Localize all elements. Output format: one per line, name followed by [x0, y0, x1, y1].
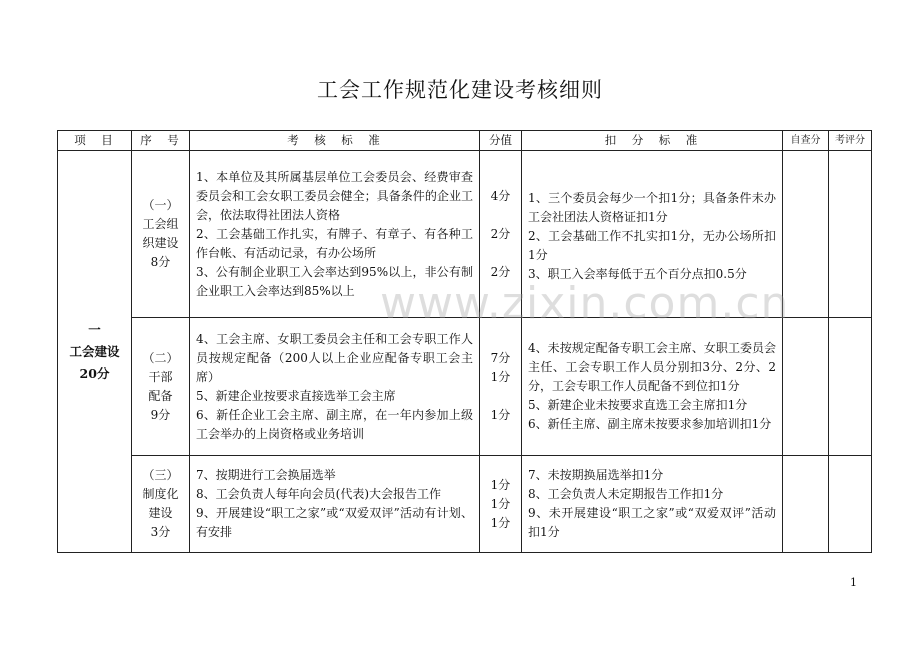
criteria-cell — [190, 456, 480, 553]
section-cell — [58, 151, 132, 553]
criteria-text: 3、公有制企业职工入会率达到95%以上，非公有制企业职工入会率达到85%以上 — [196, 264, 473, 298]
criteria-text: 2、工会基础工作扎实，有牌子、有章子、有各种工作台帐、有活动记录，有办公场所 — [196, 226, 473, 260]
score-value: 4分 — [490, 188, 511, 203]
seq-cell — [132, 456, 190, 553]
header-row — [58, 131, 872, 151]
seq-label: （一） — [142, 198, 179, 212]
seq-label: 制度化 — [142, 487, 179, 501]
seq-label: 工会组 — [142, 217, 179, 231]
criteria-text: 4、工会主席、女职工委员会主任和工会专职工作人员按规定配备（200人以上企业应配备专职工会主席） — [196, 331, 473, 384]
criteria-text: 7、按期进行工会换届选举 — [196, 468, 336, 482]
document-title: 工会工作规范化建设考核细则 — [317, 78, 603, 102]
eval-cell[interactable] — [829, 456, 872, 553]
header-self-check: 自查分 — [783, 131, 829, 151]
criteria-text: 8、工会负责人每年向会员(代表)大会报告工作 — [196, 487, 441, 501]
criteria-text: 5、新建企业按要求直接选举工会主席 — [196, 388, 396, 403]
score-cell — [480, 318, 522, 456]
assessment-table — [57, 130, 872, 553]
seq-label: 织建设 — [142, 236, 179, 250]
header-criteria: 考 核 标 准 — [190, 131, 480, 151]
header-deduction: 扣 分 标 准 — [522, 131, 783, 151]
deduction-cell — [522, 318, 783, 456]
deduction-cell — [522, 456, 783, 553]
criteria-text: 9、开展建设“职工之家”或“双爱双评”活动有计划、有安排 — [196, 506, 473, 539]
deduction-text: 7、未按期换届选举扣1分 — [528, 468, 664, 482]
seq-label: 9分 — [150, 407, 171, 422]
score-value: 1分 — [490, 496, 511, 511]
seq-cell — [132, 151, 190, 318]
eval-cell[interactable] — [829, 318, 872, 456]
self-check-cell[interactable] — [783, 456, 829, 553]
deduction-text: 5、新建企业未按要求直选工会主席扣1分 — [528, 398, 748, 412]
seq-label: （二） — [142, 350, 179, 365]
header-score: 分值 — [480, 131, 522, 151]
seq-label: 8分 — [150, 255, 171, 269]
seq-label: （三） — [142, 468, 179, 482]
deduction-text: 2、工会基础工作不扎实扣1分，无办公场所扣1分 — [528, 229, 776, 262]
deduction-text: 6、新任主席、副主席未按要求参加培训扣1分 — [528, 417, 772, 431]
header-eval: 考评分 — [829, 131, 872, 151]
score-cell — [480, 456, 522, 553]
section-name: 工会建设 — [69, 343, 120, 359]
header-item: 项 目 — [58, 131, 132, 151]
self-check-cell[interactable] — [783, 318, 829, 456]
table-row — [58, 456, 872, 553]
score-value: 2分 — [490, 226, 511, 241]
deduction-text: 9、未开展建设“职工之家”或“双爱双评”活动扣1分 — [528, 506, 776, 539]
deduction-text: 8、工会负责人未定期报告工作扣1分 — [528, 487, 724, 501]
seq-label: 配备 — [148, 388, 173, 403]
score-value: 7分 — [490, 350, 511, 365]
page-number: 1 — [850, 576, 857, 589]
deduction-text: 3、职工入会率每低于五个百分点扣0.5分 — [528, 267, 747, 281]
seq-label: 建设 — [148, 506, 173, 520]
section-num: 一 — [88, 321, 101, 337]
watermark: www.zixin.com.cn — [380, 278, 790, 329]
eval-cell[interactable] — [829, 151, 872, 318]
criteria-cell — [190, 318, 480, 456]
deduction-text: 4、未按规定配备专职工会主席、女职工委员会主任、工会专职工作人员分别扣3分、2分、2分，工会专职工作人员配备不到位扣1分 — [528, 341, 776, 393]
score-value: 1分 — [490, 407, 511, 422]
criteria-text: 6、新任企业工会主席、副主席，在一年内参加上级工会举办的上岗资格或业务培训 — [196, 407, 473, 441]
section-points: 20分 — [79, 365, 110, 381]
score-value: 1分 — [490, 477, 511, 492]
header-seq: 序 号 — [132, 131, 190, 151]
score-value: 1分 — [490, 369, 511, 384]
deduction-text: 1、三个委员会每少一个扣1分；具备条件未办工会社团法人资格证扣1分 — [528, 191, 776, 224]
seq-cell — [132, 318, 190, 456]
seq-label: 干部 — [148, 369, 173, 384]
criteria-text: 1、本单位及其所属基层单位工会委员会、经费审查委员会和工会女职工委员会健全；具备条件的企业工会，依法取得社团法人资格 — [196, 169, 473, 222]
table-row — [58, 318, 872, 456]
score-value: 1分 — [490, 515, 511, 530]
seq-label: 3分 — [150, 525, 171, 539]
score-value: 2分 — [490, 264, 511, 279]
